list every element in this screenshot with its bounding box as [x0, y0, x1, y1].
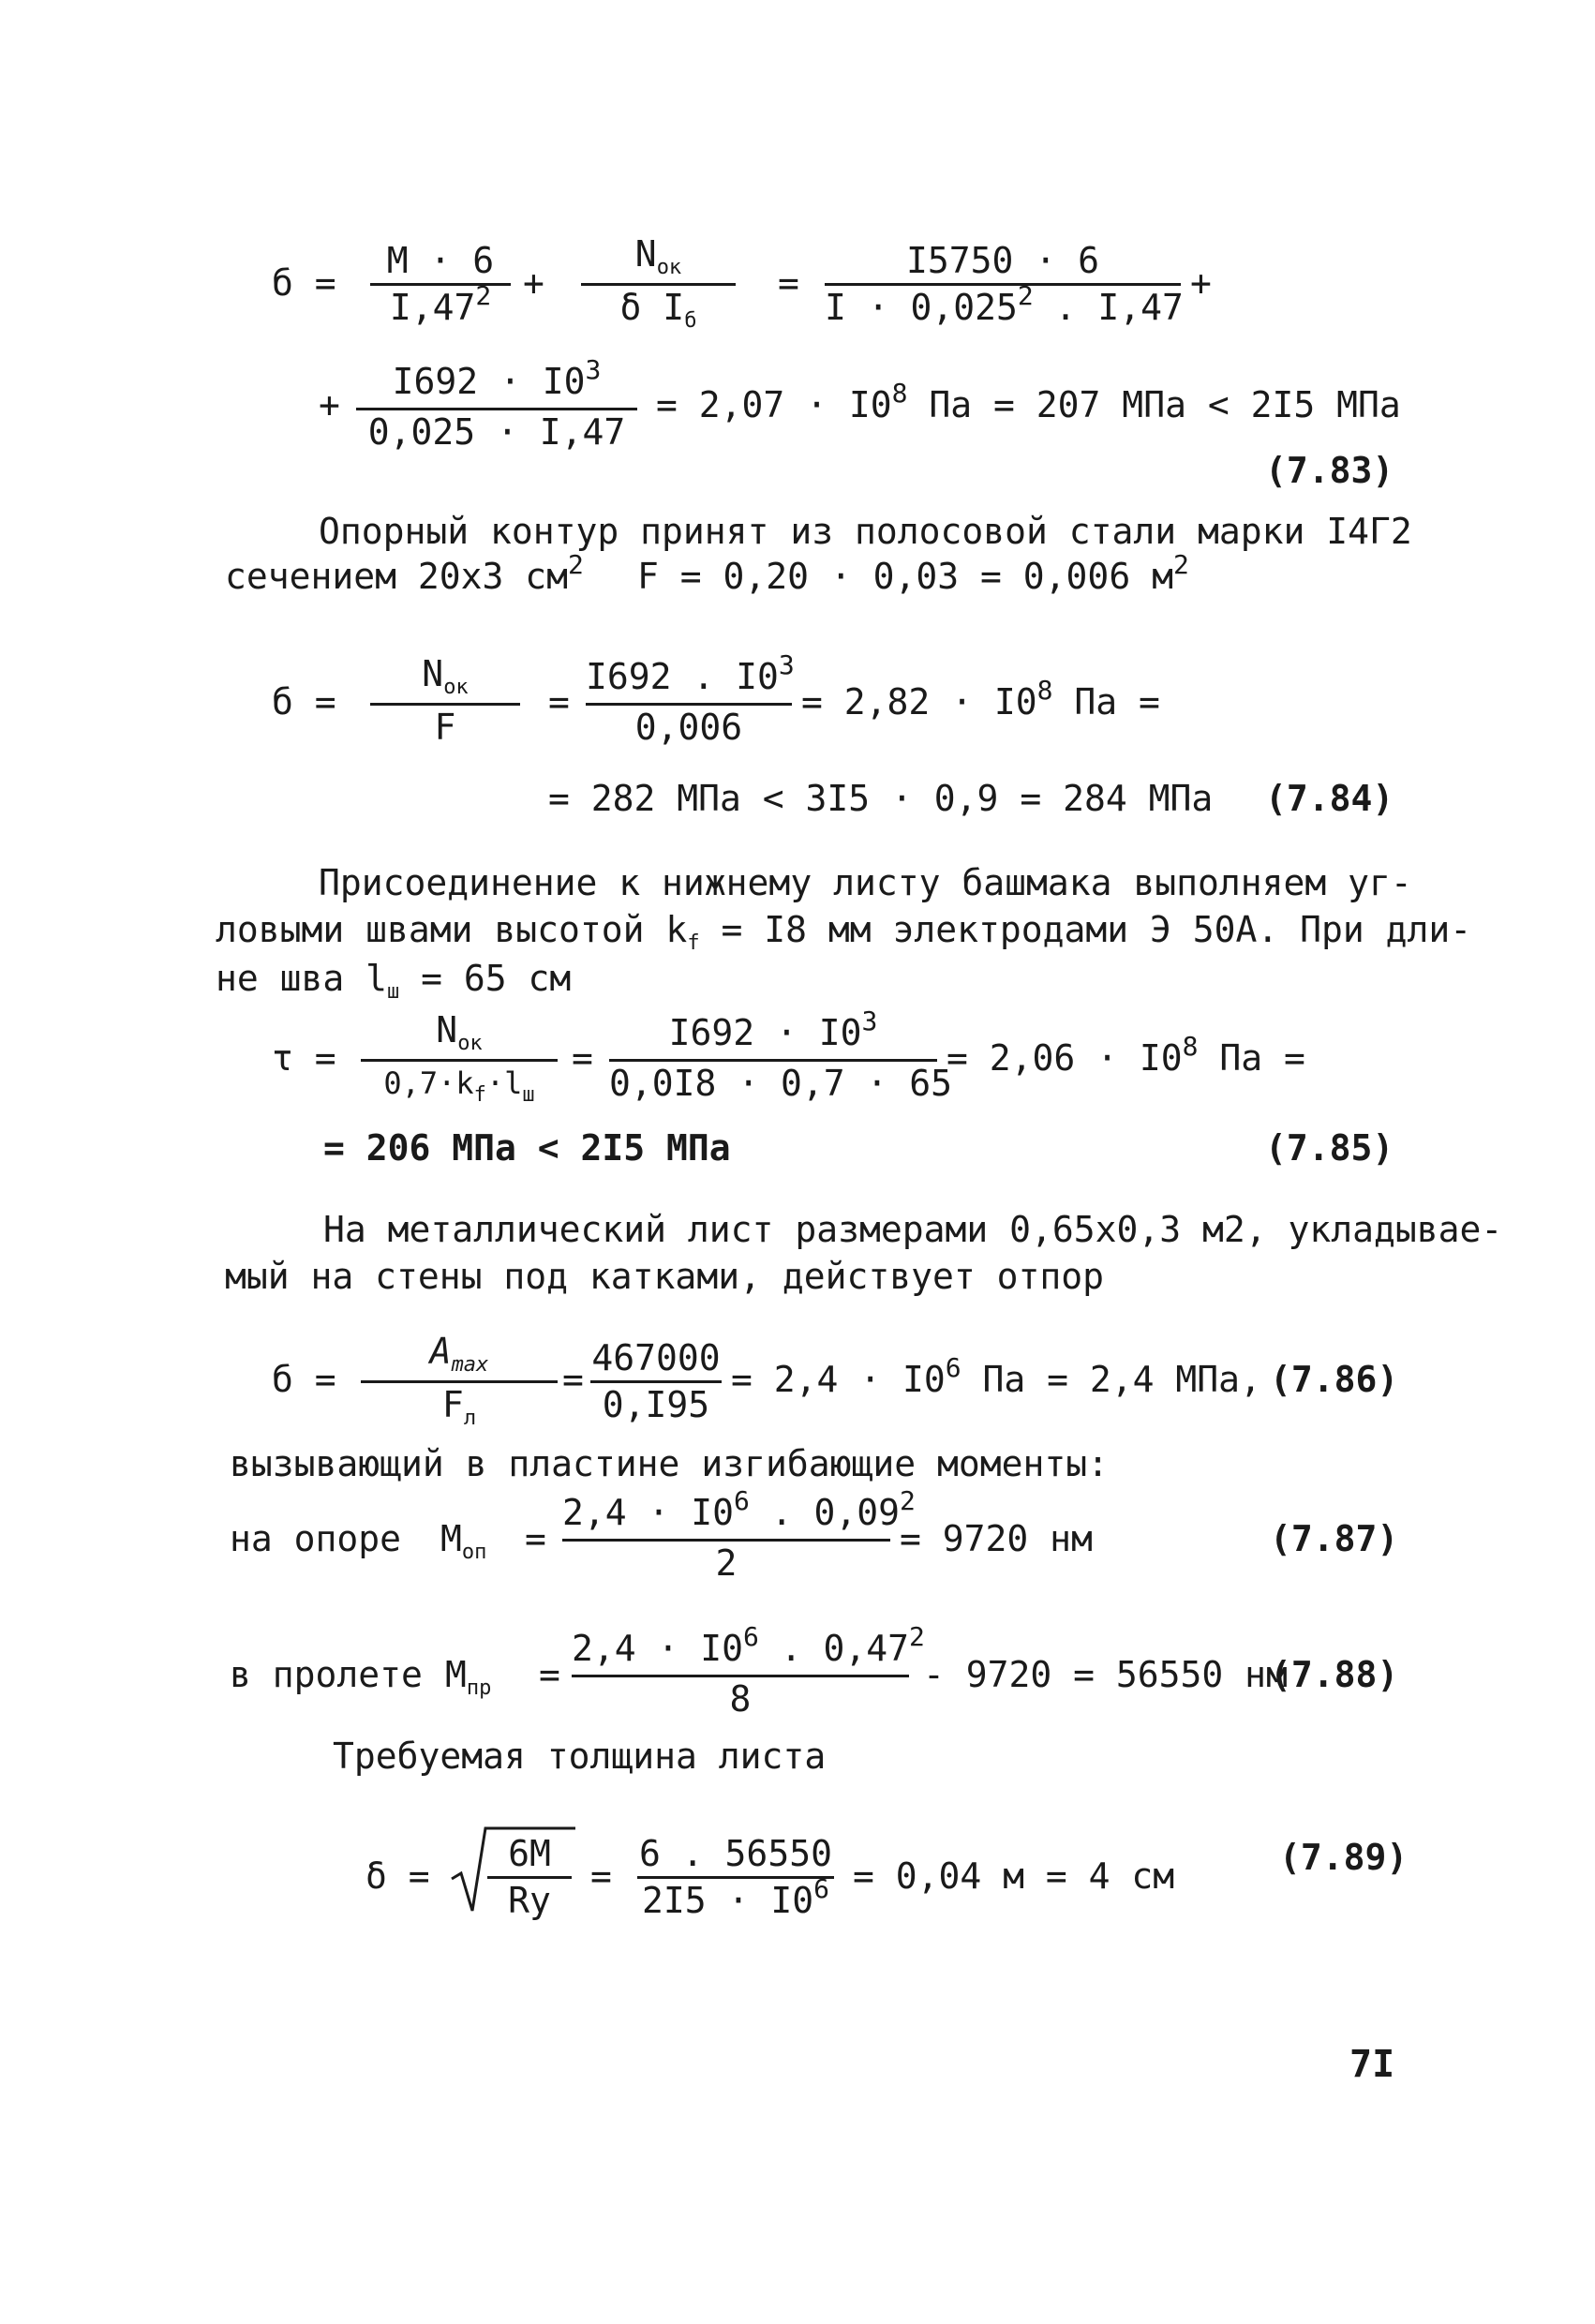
eq783-f3-numerator: I5750 · 6: [906, 240, 1099, 281]
eq783-f4-num-exponent: 3: [585, 354, 602, 385]
eq787-label: на опоре: [230, 1518, 402, 1559]
fraction-bar: [825, 283, 1181, 286]
eq783-f1-numerator: М · 6: [386, 240, 495, 281]
eq785-f2-num-text: I692 · I0: [668, 1012, 862, 1053]
eq786-fraction-1: [361, 1331, 558, 1430]
eq786-f1-den-text: F: [441, 1384, 464, 1425]
eq785-f1-num-subscript: ок: [457, 1032, 483, 1055]
eq784-result-exponent: 8: [1036, 675, 1053, 706]
eq786-result-exponent: 6: [945, 1352, 961, 1383]
eq783-f3-den-exponent: 2: [1017, 280, 1034, 311]
eq789-equals: =: [590, 1855, 612, 1897]
eq783-result-tail: Па = 207 МПа < 2I5 МПа: [907, 384, 1401, 425]
eq788-num-exponent: 6: [743, 1621, 759, 1652]
eq785-f2-numerator: [609, 1006, 937, 1057]
eq783-plus-1: +: [523, 262, 544, 304]
fraction-bar: [361, 1380, 558, 1383]
eq783-f1-den-text: I,47: [389, 287, 476, 328]
fraction-bar: [487, 1876, 572, 1879]
eq783-f2-den-text: δ I: [619, 287, 685, 328]
eq783-plus-3: +: [319, 384, 340, 425]
para2-line-3-text: не шва l: [216, 958, 388, 999]
eq789-root-denominator: Ry: [508, 1880, 551, 1921]
eq783-f2-den-subscript: б: [684, 309, 697, 333]
eq783-lhs: б =: [272, 262, 336, 304]
para1-line-2b-exponent: 2: [1172, 549, 1189, 580]
equation-number-7-89: (7.89): [1279, 1837, 1409, 1878]
eq788-denominator: 8: [729, 1678, 752, 1720]
eq789-numerator: 6 . 56550: [639, 1833, 832, 1874]
eq789-lhs: δ =: [365, 1855, 430, 1897]
eq783-result-text: = 2,07 · I0: [656, 384, 892, 425]
eq789-root-numerator: 6M: [508, 1833, 551, 1874]
eq784-f2-numerator: [586, 649, 795, 701]
eq784-f1-num-subscript: ок: [443, 676, 469, 699]
eq785-f1-den-tail: ·l: [485, 1065, 523, 1101]
eq785-f1-num-text: N: [436, 1009, 458, 1050]
eq783-f1-den-exponent: 2: [475, 280, 492, 311]
eq789-denominator: [637, 1873, 834, 1925]
eq784-f1-num-text: N: [422, 653, 444, 694]
fraction-bar: [356, 408, 637, 410]
fraction-bar: [609, 1059, 937, 1062]
eq784-equals-1: =: [548, 681, 570, 723]
para2-line-2-text: ловыми швами высотой k: [216, 909, 688, 950]
eq784-f2-num-text: I692 . I0: [586, 656, 779, 697]
eq788-label: в пролете: [230, 1654, 423, 1695]
eq783-f1-denominator: [370, 280, 511, 332]
eq787-lhs-text: M: [440, 1518, 462, 1559]
eq787-lhs: [440, 1518, 486, 1566]
eq785-f2-denominator: 0,0I8 · 0,7 · 65: [609, 1063, 953, 1104]
para1-line-1: Опорный контур принят из полосовой стали марки I4Г2: [319, 511, 1412, 552]
eq784-fraction-1: [370, 653, 520, 748]
eq783-f3-den-tail: . I,47: [1033, 287, 1184, 328]
eq784-result: [801, 675, 1160, 726]
para3-line-2: мый на стены под катками, действует отпор: [225, 1256, 1104, 1297]
eq788-lhs: [445, 1654, 491, 1702]
eq785-f1-den-text: 0,7·k: [383, 1065, 474, 1101]
eq789-root-fraction: [487, 1833, 572, 1921]
eq783-f2-num-subscript: ок: [656, 256, 682, 279]
eq789-result: = 0,04 м = 4 см: [853, 1855, 1175, 1897]
para5-line-1: Требуемая толщина листа: [333, 1736, 827, 1777]
para4-line-1: вызывающий в пластине изгибающие моменты:: [230, 1443, 1109, 1484]
fraction-bar: [586, 703, 792, 706]
eq787-num-exponent-2: 2: [900, 1485, 916, 1516]
fraction-bar: [370, 703, 520, 706]
eq785-line-2: = 206 МПа < 2I5 МПа: [323, 1127, 731, 1169]
eq784-lhs: б =: [272, 681, 336, 723]
fraction-bar: [572, 1675, 909, 1677]
eq787-num-exponent: 6: [734, 1485, 750, 1516]
eq789-den-exponent: 6: [813, 1873, 829, 1904]
eq783-plus-2: +: [1190, 262, 1212, 304]
para2-line-2: [216, 909, 1471, 957]
eq785-equals-1: =: [572, 1037, 593, 1079]
eq784-f1-numerator: [370, 653, 520, 701]
eq788-equals: =: [539, 1654, 560, 1695]
eq787-lhs-subscript: оп: [461, 1541, 487, 1564]
fraction-bar: [581, 283, 736, 286]
eq785-f1-denominator: [361, 1063, 558, 1109]
eq788-lhs-subscript: пр: [466, 1676, 492, 1700]
eq788-numerator: [572, 1621, 925, 1673]
page-number: 7I: [1349, 2043, 1395, 2086]
eq786-fraction-2: [590, 1337, 722, 1425]
eq786-result: [731, 1352, 1261, 1404]
fraction-bar: [361, 1059, 558, 1062]
eq784-result-tail: Па =: [1052, 681, 1160, 723]
equation-number-7-85: (7.85): [1265, 1127, 1394, 1169]
eq785-result-exponent: 8: [1182, 1031, 1199, 1062]
eq787-num-tail: . 0,09: [749, 1492, 901, 1533]
para3-line-1: На металлический лист размерами 0,65х0,3 м2, укладывае-: [323, 1209, 1503, 1250]
eq784-f1-denominator: F: [434, 707, 456, 748]
eq786-equals-1: =: [562, 1359, 584, 1400]
eq787-denominator: 2: [715, 1542, 738, 1584]
para1-line-2a-text: сечением 20х3 см: [225, 556, 569, 597]
para2-line-2-subscript: f: [687, 931, 700, 955]
eq786-result-text: = 2,4 · I0: [731, 1359, 946, 1400]
para2-line-2-tail: = I8 мм электродами Э 50А. При дли-: [699, 909, 1472, 950]
eq783-f2-numerator: [581, 233, 736, 281]
equation-number-7-87: (7.87): [1270, 1518, 1399, 1559]
para2-line-3-subscript: ш: [387, 980, 400, 1004]
eq783-f4-numerator: [356, 354, 637, 406]
eq786-f1-num-text: A: [429, 1331, 452, 1372]
eq785-result-text: = 2,06 · I0: [947, 1037, 1183, 1079]
para1-line-2b: [637, 549, 1189, 601]
eq784-f2-num-exponent: 3: [778, 649, 795, 680]
eq788-num-tail: . 0,47: [758, 1628, 910, 1669]
eq786-f1-denominator: [361, 1384, 558, 1432]
eq785-f1-den-subscript-2: ш: [522, 1083, 535, 1107]
eq783-f4-num-text: I692 · I0: [392, 361, 586, 402]
fraction-bar: [590, 1380, 722, 1383]
eq786-f2-denominator: 0,I95: [602, 1384, 710, 1425]
eq788-result: - 9720 = 56550 нм: [923, 1654, 1288, 1695]
eq787-num-text: 2,4 · I0: [562, 1492, 735, 1533]
para1-line-2a-exponent: 2: [568, 549, 584, 580]
eq785-result-tail: Па =: [1198, 1037, 1305, 1079]
eq786-f1-numerator: [361, 1331, 558, 1378]
fraction-bar: [562, 1539, 890, 1542]
para2-line-1: Присоединение к нижнему листу башмака выполняем уг-: [319, 862, 1412, 903]
equation-number-7-86: (7.86): [1270, 1359, 1399, 1400]
para1-line-2b-text: F = 0,20 · 0,03 = 0,006 м: [637, 556, 1173, 597]
eq787-numerator: [562, 1485, 916, 1537]
eq783-f3-denominator: [825, 280, 1184, 332]
eq788-num-exponent-2: 2: [909, 1621, 925, 1652]
eq786-lhs: б =: [272, 1359, 336, 1400]
eq785-lhs: τ =: [272, 1037, 336, 1079]
eq783-f3-den-text: I · 0,025: [825, 287, 1018, 328]
eq786-result-tail: Па = 2,4 МПа,: [961, 1359, 1261, 1400]
eq788-lhs-text: M: [445, 1654, 467, 1695]
eq786-f1-num-subscript: max: [451, 1353, 489, 1377]
para2-line-3: [216, 958, 571, 1006]
eq788-num-text: 2,4 · I0: [572, 1628, 744, 1669]
eq789-den-text: 2I5 · I0: [642, 1880, 814, 1921]
fraction-bar: [637, 1876, 834, 1879]
eq785-result: [947, 1031, 1305, 1082]
eq783-result-exponent: 8: [891, 378, 908, 409]
para1-line-2a: [225, 549, 584, 601]
eq783-fraction-1: [370, 240, 511, 328]
equation-number-7-83: (7.83): [1265, 450, 1394, 491]
eq784-fraction-2: [586, 649, 795, 748]
eq784-f2-denominator: 0,006: [634, 707, 743, 748]
eq783-f2-denominator: [581, 287, 736, 335]
eq785-f1-den-subscript: f: [473, 1083, 486, 1107]
eq784-result-text: = 2,82 · I0: [801, 681, 1037, 723]
eq783-equals-1: =: [778, 262, 799, 304]
equation-number-7-88: (7.88): [1270, 1654, 1399, 1695]
eq785-f1-numerator: [361, 1009, 558, 1057]
eq787-result: = 9720 нм: [900, 1518, 1093, 1559]
eq784-line-2: = 282 МПа < 3I5 · 0,9 = 284 МПа: [548, 778, 1214, 819]
eq786-f2-numerator: 467000: [591, 1337, 721, 1378]
eq783-f2-num-text: N: [634, 233, 657, 275]
eq783-fraction-2: [581, 233, 736, 333]
para2-line-3-tail: = 65 см: [399, 958, 572, 999]
equation-number-7-84: (7.84): [1265, 778, 1394, 819]
eq786-f1-den-subscript: л: [463, 1407, 477, 1430]
eq783-result: [656, 378, 1401, 429]
eq787-equals: =: [525, 1518, 546, 1559]
eq783-f4-denominator: 0,025 · I,47: [367, 411, 626, 453]
eq785-f2-num-exponent: 3: [861, 1006, 878, 1036]
